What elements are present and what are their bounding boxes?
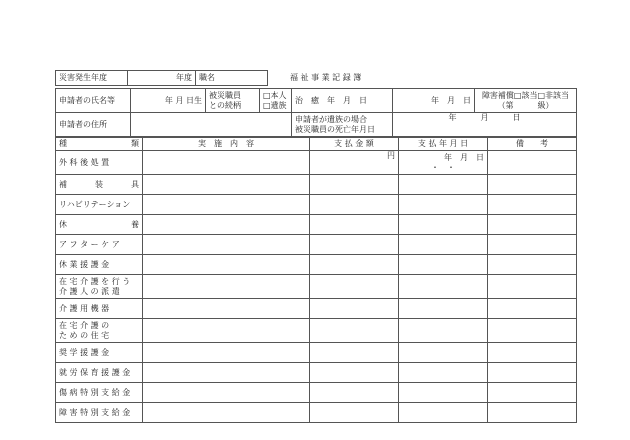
- table-row: [56, 175, 577, 195]
- birth-date-field[interactable]: 年 月 日生: [131, 89, 206, 113]
- payment-date-cell[interactable]: [399, 363, 488, 383]
- amount-cell[interactable]: [310, 195, 399, 215]
- table-row: [56, 235, 577, 255]
- payment-date-cell[interactable]: [399, 343, 488, 363]
- row-type-text: 傷 病 特 別 支 給 金: [59, 387, 131, 397]
- column-header-payment-date: 支 払 年 月 日: [399, 138, 488, 151]
- details-cell[interactable]: [143, 175, 310, 195]
- remarks-cell[interactable]: [488, 235, 577, 255]
- row-type-text: 補: [59, 179, 67, 189]
- details-cell[interactable]: [143, 363, 310, 383]
- column-header-type-2: 類: [131, 139, 139, 148]
- disaster-year-field[interactable]: [128, 71, 196, 86]
- row-type-label: [56, 403, 143, 423]
- position-field[interactable]: [196, 71, 268, 86]
- amount-cell[interactable]: [310, 255, 399, 275]
- payment-date-cell[interactable]: [399, 383, 488, 403]
- page-title: 福 祉 事 業 記 録 簿: [290, 73, 362, 82]
- remarks-cell[interactable]: [488, 255, 577, 275]
- column-header-amount: 支 払 金 額: [310, 138, 399, 151]
- row-type-label: [56, 235, 143, 255]
- amount-cell[interactable]: [310, 151, 399, 175]
- relation-self-checkbox[interactable]: □本人: [263, 90, 287, 100]
- remarks-cell[interactable]: [488, 403, 577, 423]
- amount-cell[interactable]: [310, 299, 399, 319]
- remarks-cell[interactable]: [488, 195, 577, 215]
- amount-cell[interactable]: [310, 235, 399, 255]
- row-type-text: 装: [95, 179, 103, 189]
- payment-date-cell[interactable]: [399, 195, 488, 215]
- applicant-name-label: 申請者の氏名等: [56, 89, 131, 113]
- table-row: [56, 343, 577, 363]
- column-header-remarks: 備 考: [488, 138, 577, 151]
- payment-date-cell[interactable]: [399, 215, 488, 235]
- row-type-label: [56, 195, 143, 215]
- row-type-label: [56, 275, 143, 299]
- header-row-1: [55, 70, 553, 86]
- row-type-text: 障 害 特 別 支 給 金: [59, 407, 131, 417]
- column-header-type: [56, 138, 143, 151]
- amount-cell[interactable]: [310, 363, 399, 383]
- remarks-cell[interactable]: [488, 363, 577, 383]
- row-type-text: た め の 住 宅: [59, 330, 110, 340]
- payment-date-cell[interactable]: [399, 175, 488, 195]
- row-type-label: [56, 175, 143, 195]
- row-type-text: 休 業 援 護 金: [59, 259, 110, 269]
- amount-cell[interactable]: [310, 403, 399, 423]
- amount-cell[interactable]: [310, 343, 399, 363]
- row-type-label: [56, 383, 143, 403]
- amount-cell[interactable]: [310, 319, 399, 343]
- row-type-text: 介 護 用 機 器: [59, 303, 110, 313]
- column-header-type-1: 種: [59, 139, 67, 148]
- header-rows-2-3: [55, 88, 577, 137]
- row-type-text: 奨 学 援 護 金: [59, 347, 110, 357]
- row-type-text: 在 宅 介 護 の: [59, 320, 110, 330]
- amount-cell[interactable]: [310, 383, 399, 403]
- table-row: [56, 403, 577, 423]
- remarks-cell[interactable]: [488, 299, 577, 319]
- details-cell[interactable]: [143, 275, 310, 299]
- table-row: [56, 255, 577, 275]
- healed-date-field[interactable]: 年 月 日: [393, 89, 475, 113]
- year-suffix: 年度: [176, 73, 192, 82]
- details-cell[interactable]: [143, 299, 310, 319]
- row-type-text: 介 護 人 の 派 遣: [59, 286, 120, 296]
- table-row: [56, 383, 577, 403]
- table-row: [56, 363, 577, 383]
- record-table: [55, 137, 577, 423]
- relation-label-line-2: との続柄: [209, 100, 241, 110]
- payment-date-cell[interactable]: [399, 255, 488, 275]
- amount-cell[interactable]: [310, 215, 399, 235]
- address-field[interactable]: [131, 113, 292, 137]
- death-date-field[interactable]: 年 月 日: [393, 113, 577, 137]
- position-label: 職名: [199, 73, 215, 82]
- row-type-text: ア フ タ ー ケ ア: [59, 239, 120, 249]
- row-type-text: 養: [131, 219, 139, 229]
- relation-options: [260, 89, 292, 113]
- healed-date-label: 治 癒 年 月 日: [292, 89, 393, 113]
- remarks-cell[interactable]: [488, 383, 577, 403]
- details-cell[interactable]: [143, 215, 310, 235]
- details-cell[interactable]: [143, 343, 310, 363]
- details-cell[interactable]: [143, 151, 310, 175]
- details-cell[interactable]: [143, 383, 310, 403]
- payment-date-cell[interactable]: [399, 235, 488, 255]
- row-type-label: [56, 255, 143, 275]
- remarks-cell[interactable]: [488, 175, 577, 195]
- relation-bereaved-checkbox[interactable]: □遺族: [263, 100, 287, 110]
- yen-unit: 円: [387, 151, 395, 160]
- table-row: [56, 275, 577, 299]
- row-type-text: リハビリテーション: [59, 199, 131, 209]
- table-row: [56, 215, 577, 235]
- row-type-label: [56, 343, 143, 363]
- disability-compensation-checkboxes[interactable]: 障害補償□該当□非該当: [481, 90, 570, 100]
- death-date-label-line-2: 被災職員の死亡年月日: [295, 124, 375, 134]
- row-type-label: [56, 299, 143, 319]
- payment-date-cell[interactable]: [399, 275, 488, 299]
- relation-label-line-1: 被災職員: [209, 90, 241, 100]
- row-type-text: 具: [131, 179, 139, 189]
- amount-cell[interactable]: [310, 175, 399, 195]
- relation-label: [206, 89, 260, 113]
- payment-date-line-2: ・ ・: [431, 162, 455, 172]
- payment-date-cell[interactable]: [399, 403, 488, 423]
- payment-date-cell[interactable]: [399, 151, 488, 175]
- disaster-year-label: 災害発生年度: [56, 71, 128, 86]
- remarks-cell[interactable]: [488, 343, 577, 363]
- row-type-label: [56, 319, 143, 343]
- record-form: [55, 70, 577, 423]
- details-cell[interactable]: [143, 195, 310, 215]
- remarks-cell[interactable]: [488, 319, 577, 343]
- details-cell[interactable]: [143, 255, 310, 275]
- details-cell[interactable]: [143, 235, 310, 255]
- row-type-label: [56, 363, 143, 383]
- payment-date-line-1: 年 月 日: [444, 152, 484, 162]
- row-type-text: 在 宅 介 護 を 行 う: [59, 276, 131, 286]
- remarks-cell[interactable]: [488, 215, 577, 235]
- table-row: [56, 319, 577, 343]
- disability-compensation: [475, 89, 577, 113]
- remarks-cell[interactable]: [488, 151, 577, 175]
- details-cell[interactable]: [143, 319, 310, 343]
- death-date-label: [292, 113, 393, 137]
- row-type-label: [56, 151, 143, 175]
- death-date-label-line-1: 申請者が遺族の場合: [295, 114, 367, 124]
- column-header-details: 実 施 内 容: [143, 138, 310, 151]
- address-label: 申請者の住所: [56, 113, 131, 137]
- row-type-text: 就 労 保 育 援 護 金: [59, 367, 131, 377]
- row-type-text: 休: [59, 219, 67, 229]
- table-row: [56, 195, 577, 215]
- table-row: [56, 151, 577, 175]
- amount-cell[interactable]: [310, 275, 399, 299]
- row-type-label: [56, 215, 143, 235]
- remarks-cell[interactable]: [488, 275, 577, 299]
- payment-date-cell[interactable]: [399, 319, 488, 343]
- row-type-text: 外 科 後 処 置: [59, 157, 110, 167]
- payment-date-cell[interactable]: [399, 299, 488, 319]
- details-cell[interactable]: [143, 403, 310, 423]
- disability-grade-field[interactable]: （第 級）: [497, 100, 554, 110]
- table-row: [56, 299, 577, 319]
